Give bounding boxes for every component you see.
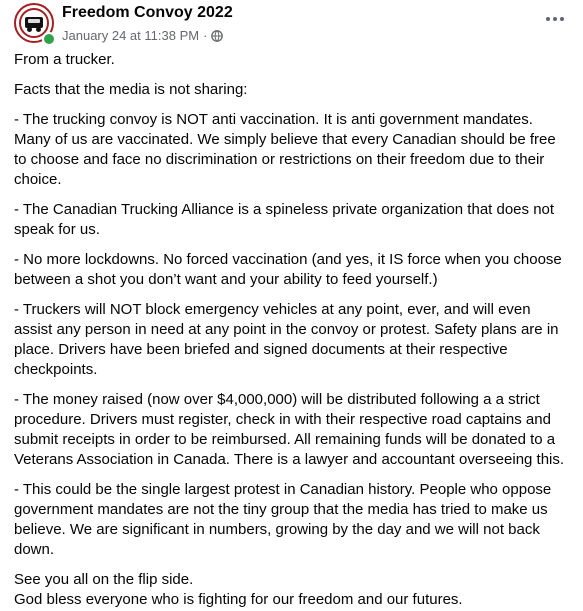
closing-line: See you all on the flip side. (14, 571, 194, 588)
online-status-dot (42, 32, 56, 46)
more-options-icon (553, 17, 557, 21)
truck-wheel-icon (36, 27, 41, 32)
page-name-link[interactable]: Freedom Convoy 2022 (62, 4, 233, 21)
page-avatar[interactable] (14, 3, 54, 43)
post-paragraph: - This could be the single largest protest in Canadian history. People who oppose government mandates are not the tiny group that the media has tried to make us believe. We are significant in numbers, growing by the day and we will not back down. (14, 481, 552, 558)
post-paragraph: Facts that the media is not sharing: (14, 81, 248, 98)
post-paragraph: - Truckers will NOT block emergency vehicles at any point, ever, and will even assist any person in need at any point in the convoy or protest. Safety plans are in place. Drivers have been briefed and signed documents at their respective checkpoints. (14, 301, 559, 378)
post-meta (62, 28, 223, 43)
meta-separator: · (203, 28, 208, 43)
post-paragraph: - The trucking convoy is NOT anti vaccination. It is anti government mandates. Many of us are vaccinated. We simply believe that every Canadian should be free to choose and face no discrimination or restrictions on their freedom due to their choice. (14, 111, 556, 188)
post-paragraph: - The Canadian Trucking Alliance is a spineless private organization that does not speak for us. (14, 201, 555, 238)
closing-line: God bless everyone who is fighting for our freedom and our futures. (14, 591, 463, 608)
post-header (14, 3, 569, 47)
more-options-icon (546, 17, 550, 21)
post-paragraph: From a trucker. (14, 51, 115, 68)
post-closing (14, 570, 572, 610)
post-body (14, 50, 572, 610)
post-paragraph: - The money raised (now over $4,000,000) will be distributed following a a strict procedure. Drivers must register, check in with their respective road captains and submit receipts in order to be reimbursed. All remaining funds will be donated to a Veterans Association in Canada. There is a lawyer and accountant overseeing this. (14, 391, 565, 468)
globe-icon[interactable] (211, 30, 223, 42)
post-paragraph: - No more lockdowns. No forced vaccination (and yes, it IS force when you choose between a shot you don’t want and your ability to feed yourself.) (14, 251, 562, 288)
truck-wheel-icon (27, 27, 32, 32)
post-timestamp-link[interactable]: January 24 at 11:38 PM (62, 28, 200, 43)
more-options-icon (560, 17, 564, 21)
more-options-button[interactable] (541, 9, 569, 29)
